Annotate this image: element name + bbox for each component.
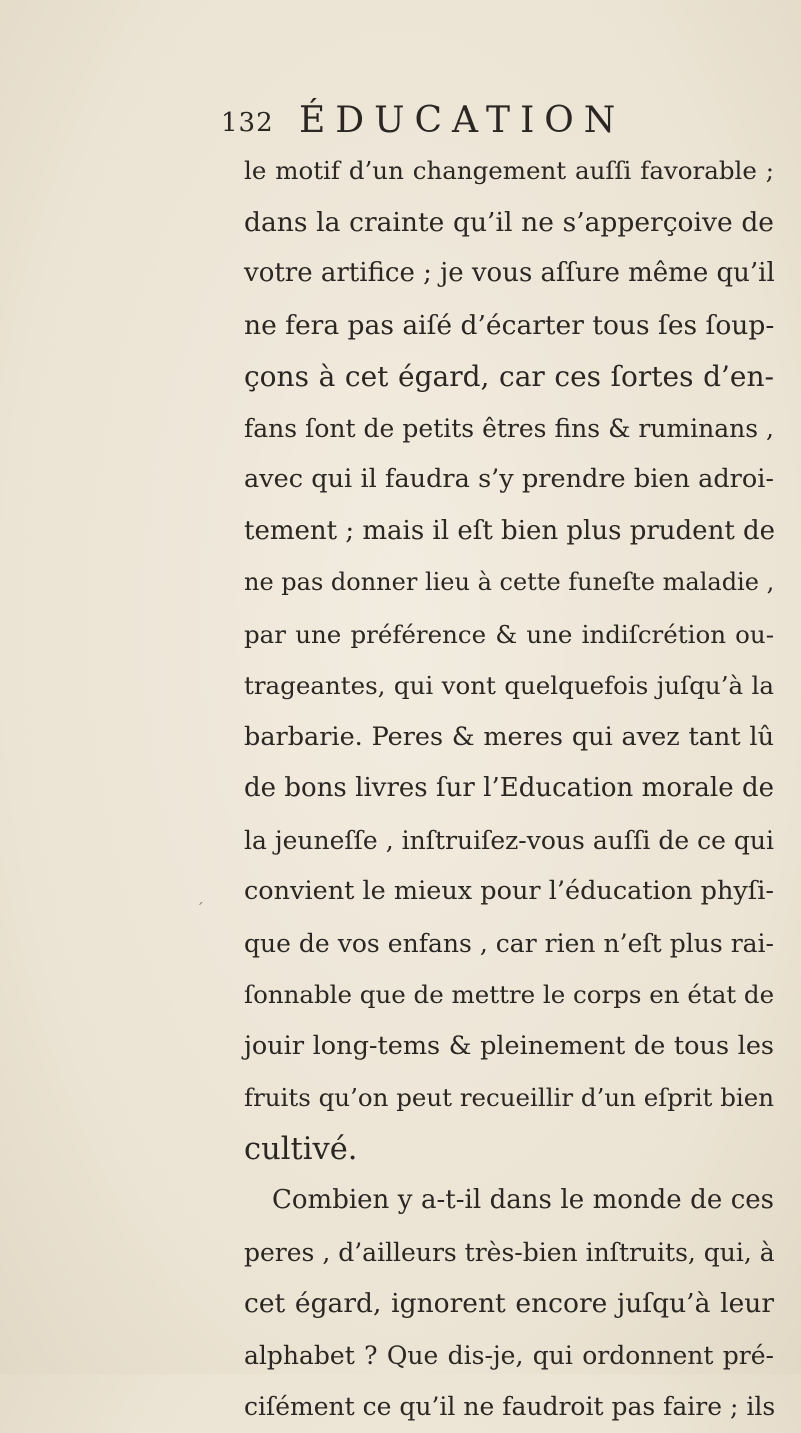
text-line: votre artifice ; je vous aſſure même qu’il — [244, 258, 775, 288]
text-line: trageantes, qui vont quelquefois juſqu’à la — [244, 671, 774, 700]
margin-mark: ´ — [196, 900, 204, 919]
paragraph-2 — [244, 1175, 774, 1433]
text-line: jouir long-tems & pleinement de tous les — [244, 1030, 774, 1061]
text-line: fruits qu’on peut recueillir d’un eſprit bien — [244, 1083, 774, 1112]
text-line: tement ; mais il eſt bien plus prudent de — [244, 515, 776, 546]
text-line: dans la crainte qu’il ne s’apperçoive de — [244, 206, 774, 238]
text-line: par une préférence & une indiſcrétion ou- — [244, 619, 774, 649]
text-line: ne pas donner lieu à cette funeſte maladie , — [244, 568, 775, 596]
text-line: avec qui il faudra s’y prendre bien adroi- — [244, 464, 774, 494]
text-line: cultivé. — [244, 1131, 358, 1167]
body-text — [244, 145, 774, 1433]
text-line: fans ſont de petits êtres fins & ruminans , — [244, 413, 774, 443]
page-number: 132 — [221, 108, 274, 138]
text-line: la jeuneſſe , inſtruiſez-vous auſſi de ce qui — [244, 825, 774, 855]
text-line: cet égard, ignorent encore juſqu’à leur — [244, 1288, 774, 1319]
text-line: alphabet ? Que dis-je, qui ordonnent pré- — [244, 1340, 774, 1370]
running-title: ÉDUCATION — [299, 100, 626, 141]
text-line: ne fera pas aiſé d’écarter tous ſes ſoup- — [244, 309, 775, 341]
text-line: peres , d’ailleurs très-bien inſtruits, qui, à — [244, 1237, 775, 1267]
text-line: çons à cet égard, car ces ſortes d’en- — [244, 360, 774, 393]
page-header — [221, 100, 721, 140]
text-line: le motif d’un changement auſſi favorable ; — [244, 156, 774, 185]
text-line: que de vos enfans , car rien n’eſt plus rai- — [244, 928, 774, 958]
text-line: ſonnable que de mettre le corps en état de — [244, 980, 775, 1009]
text-line: Combien y a-t-il dans le monde de ces — [272, 1185, 774, 1215]
text-line: ciſément ce qu’il ne faudroit pas faire ; ils — [244, 1392, 776, 1421]
text-line: de bons livres ſur l’Education morale de — [244, 773, 774, 803]
text-line: convient le mieux pour l’éducation phyſi- — [244, 876, 774, 906]
text-line: barbarie. Peres & meres qui avez tant lû — [244, 721, 774, 752]
paragraph-1 — [244, 145, 774, 1175]
